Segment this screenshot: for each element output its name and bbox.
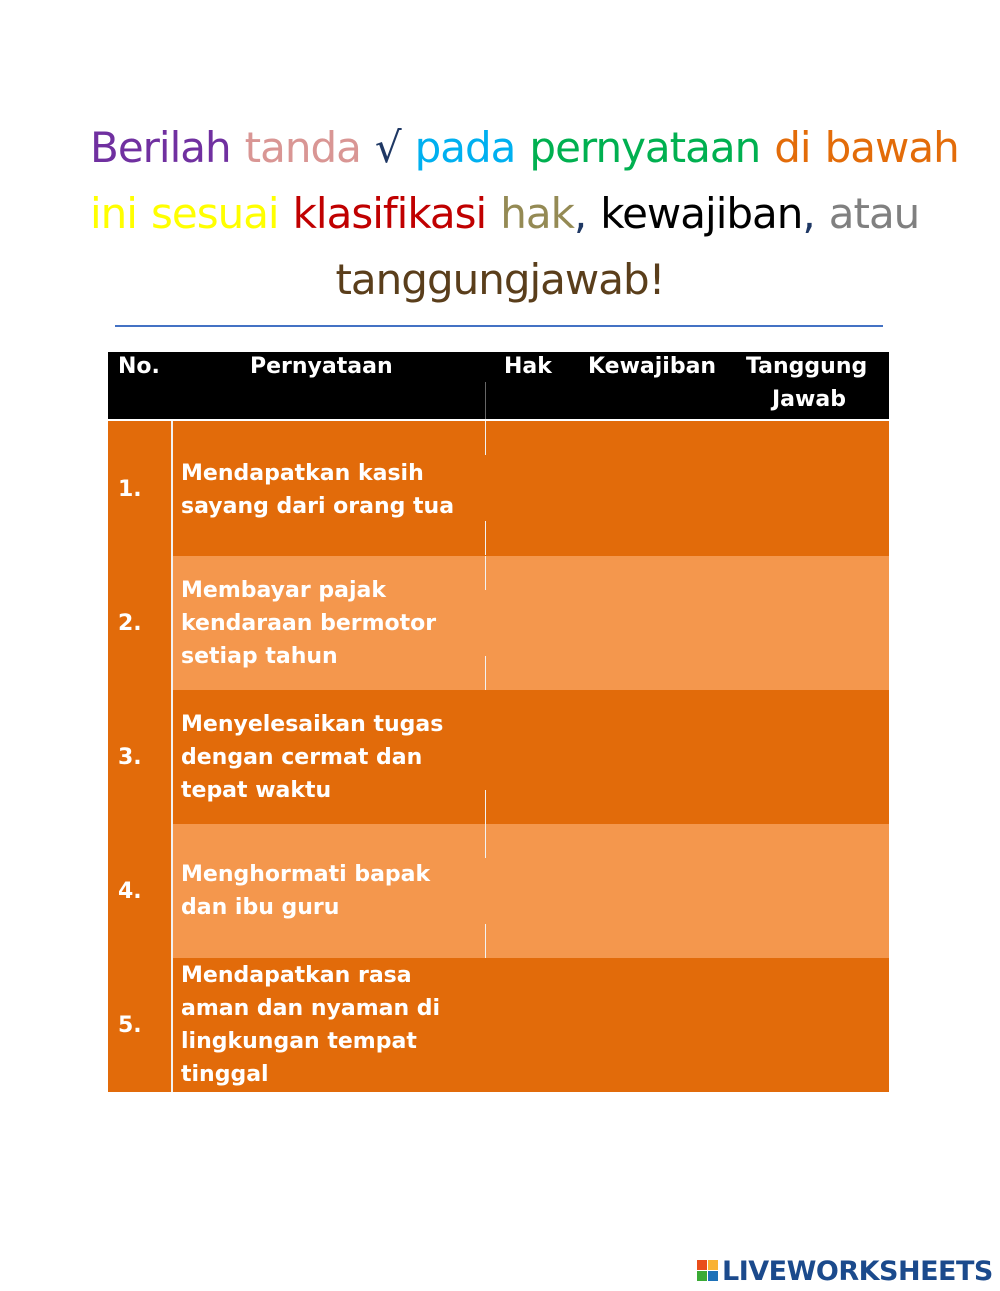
title-line-2: [90, 181, 920, 247]
statement-line: Mendapatkan kasih: [181, 461, 424, 486]
title-word: tanggungjawab!: [335, 255, 665, 304]
statement-line: dengan cermat dan: [181, 745, 423, 770]
statement-line: setiap tahun: [181, 644, 338, 669]
title-word: pernyataan: [529, 123, 761, 172]
title-comma: ,: [573, 189, 587, 238]
header-no: No.: [118, 354, 160, 379]
cell-divider: [485, 924, 486, 958]
statement-line: dan ibu guru: [181, 895, 340, 920]
title-word: klasifikasi: [292, 189, 487, 238]
row-statement: [181, 574, 481, 673]
statement-line: sayang dari orang tua: [181, 494, 455, 519]
cell-divider: [485, 421, 486, 455]
title-word: Berilah: [90, 123, 231, 172]
statement-line: tepat waktu: [181, 778, 332, 803]
checkmark-symbol: √: [374, 123, 401, 172]
title-word: bawah: [824, 123, 959, 172]
title-word: di: [774, 123, 811, 172]
statement-line: Mendapatkan rasa: [181, 963, 412, 988]
title-word: sesuai: [150, 189, 279, 238]
header-statement: Pernyataan: [250, 354, 393, 379]
cell-divider: [485, 521, 486, 555]
logo-text: LIVEWORKSHEETS: [722, 1256, 993, 1287]
row-number: 4.: [118, 879, 142, 904]
header-separator: [485, 382, 486, 419]
title-line-3: [90, 247, 910, 313]
title-comma: ,: [802, 189, 815, 238]
statement-line: Membayar pajak: [181, 578, 386, 603]
table-row: [108, 824, 889, 958]
statement-line: Menyelesaikan tugas: [181, 712, 444, 737]
cell-divider: [485, 556, 486, 590]
table-header: [108, 352, 889, 419]
header-tanggung: Tanggung: [746, 354, 868, 379]
title-word: kewajiban: [600, 189, 803, 238]
row-statement: [181, 959, 481, 1091]
cell-divider: [485, 656, 486, 690]
liveworksheets-logo-icon: [697, 1260, 719, 1282]
row-statement: [181, 708, 481, 807]
table-row: [108, 958, 889, 1092]
title-word: pada: [414, 123, 516, 172]
row-number: 1.: [118, 477, 142, 502]
table-row: [108, 556, 889, 690]
table-row: [108, 421, 889, 556]
liveworksheets-logo: [697, 1256, 993, 1286]
statement-line: kendaraan bermotor: [181, 611, 437, 636]
header-jawab: Jawab: [772, 387, 846, 412]
number-column-divider: [171, 421, 173, 1092]
title-word: ini: [90, 189, 137, 238]
title-word: hak: [500, 189, 574, 238]
row-number: 5.: [118, 1013, 142, 1038]
statement-line: Menghormati bapak: [181, 862, 431, 887]
row-statement: [181, 457, 481, 523]
title-divider: [115, 325, 883, 327]
row-statement: [181, 858, 481, 924]
cell-divider: [485, 824, 486, 858]
title-word: atau: [828, 189, 920, 238]
statement-line: lingkungan tempat: [181, 1029, 417, 1054]
row-number: 3.: [118, 745, 142, 770]
header-hak: Hak: [504, 354, 552, 379]
statement-line: aman dan nyaman di: [181, 996, 441, 1021]
title-word: tanda: [244, 123, 361, 172]
instruction-title: [90, 115, 959, 313]
header-kewajiban: Kewajiban: [588, 354, 717, 379]
row-number: 2.: [118, 611, 142, 636]
statement-line: tinggal: [181, 1062, 269, 1087]
title-line-1: [90, 115, 959, 181]
cell-divider: [485, 790, 486, 824]
table-row: [108, 690, 889, 824]
